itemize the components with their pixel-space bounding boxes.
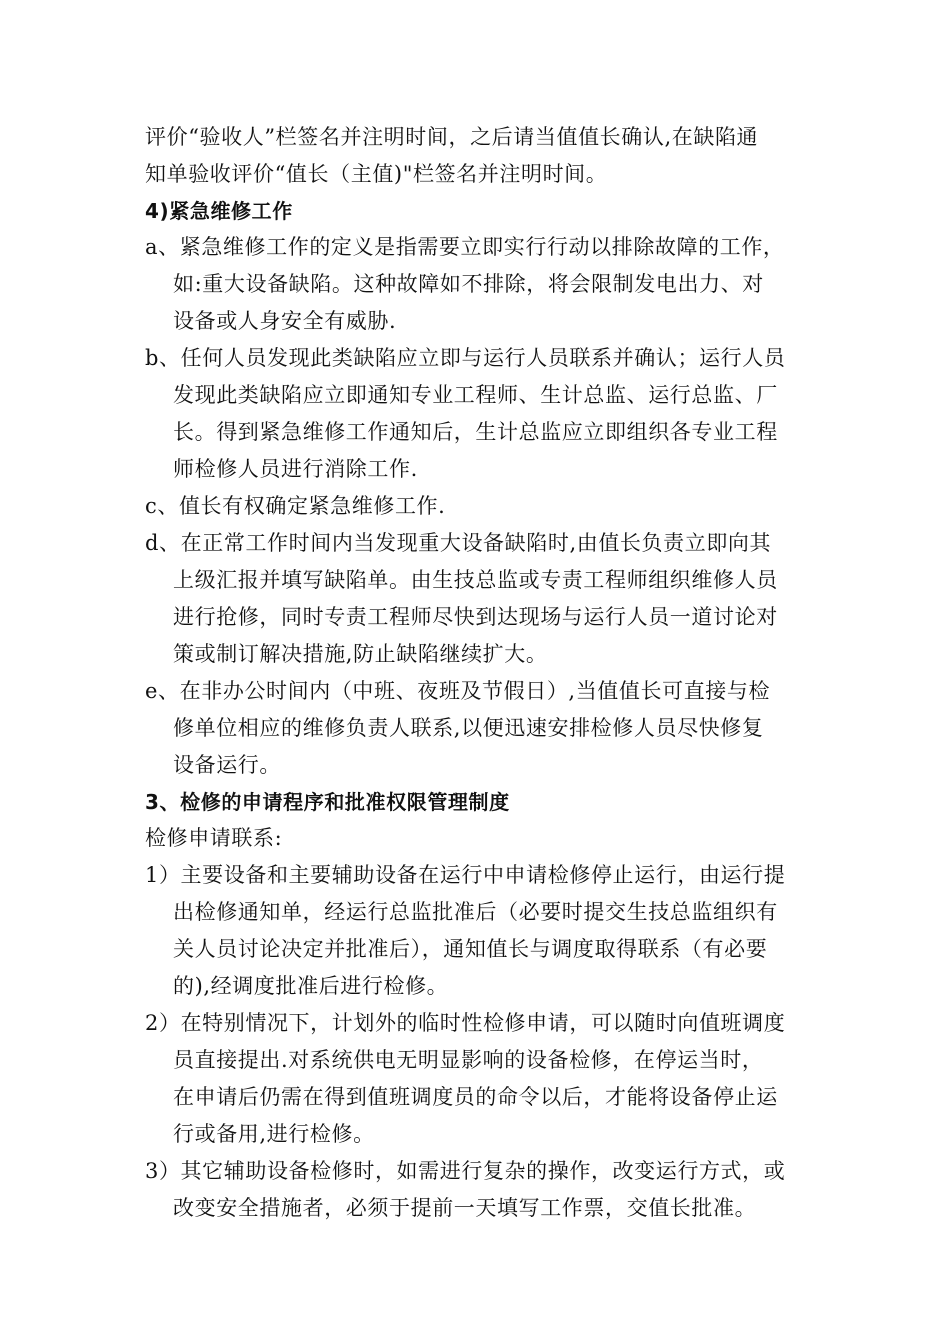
text-line: 行或备用,进行检修。: [173, 1122, 375, 1146]
list-item-3: 3）其它辅助设备检修时，如需进行复杂的操作，改变运行方式，或: [145, 1159, 786, 1183]
text-line: 修单位相应的维修负责人联系,以便迅速安排检修人员尽快修复: [173, 716, 764, 740]
text-line: 如:重大设备缺陷。这种故障如不排除，将会限制发电出力、对: [173, 272, 764, 296]
text-line: 评价“验收人”栏签名并注明时间，之后请当值值长确认,在缺陷通: [145, 125, 759, 149]
text-line: 进行抢修，同时专责工程师尽快到达现场与运行人员一道讨论对: [173, 605, 778, 629]
text-line: 发现此类缺陷应立即通知专业工程师、生计总监、运行总监、厂: [173, 383, 778, 407]
list-item-c: c、值长有权确定紧急维修工作.: [145, 494, 446, 518]
list-item-b: b、任何人员发现此类缺陷应立即与运行人员联系并确认；运行人员: [145, 346, 786, 370]
text-line: 出检修通知单，经运行总监批准后（必要时提交生技总监组织有: [173, 900, 778, 924]
section-heading: 4)紧急维修工作: [145, 199, 293, 223]
section-heading: 3、检修的申请程序和批准权限管理制度: [145, 790, 510, 814]
text-line: 检修申请联系:: [145, 826, 283, 850]
text-line: 设备或人身安全有威胁.: [173, 309, 397, 333]
text-line: 上级汇报并填写缺陷单。由生技总监或专责工程师组织维修人员: [173, 568, 778, 592]
text-line: 员直接提出.对系统供电无明显影响的设备检修，在停运当时，: [173, 1048, 764, 1072]
text-line: 长。得到紧急维修工作通知后，生计总监应立即组织各专业工程: [173, 420, 778, 444]
text-line: 师检修人员进行消除工作.: [173, 457, 418, 481]
list-item-1: 1）主要设备和主要辅助设备在运行中申请检修停止运行，由运行提: [145, 863, 786, 887]
text-line: 关人员讨论决定并批准后），通知值长与调度取得联系（有必要: [173, 937, 768, 961]
list-item-d: d、在正常工作时间内当发现重大设备缺陷时,由值长负责立即向其: [145, 531, 772, 555]
list-item-e: e、在非办公时间内（中班、夜班及节假日）,当值值长可直接与检: [145, 679, 771, 703]
text-line: 策或制订解决措施,防止缺陷继续扩大。: [173, 642, 548, 666]
text-line: 在申请后仍需在得到值班调度员的命令以后，才能将设备停止运: [173, 1085, 778, 1109]
text-line: 设备运行。: [173, 753, 281, 777]
text-line: 知单验收评价“值长（主值)"栏签名并注明时间。: [145, 162, 608, 186]
list-item-a: a、紧急维修工作的定义是指需要立即实行行动以排除故障的工作，: [145, 235, 785, 259]
text-line: 改变安全措施者，必须于提前一天填写工作票，交值长批准。: [173, 1196, 757, 1220]
text-line: 的),经调度批准后进行检修。: [173, 974, 449, 998]
list-item-2: 2）在特别情况下，计划外的临时性检修申请，可以随时向值班调度: [145, 1011, 786, 1035]
